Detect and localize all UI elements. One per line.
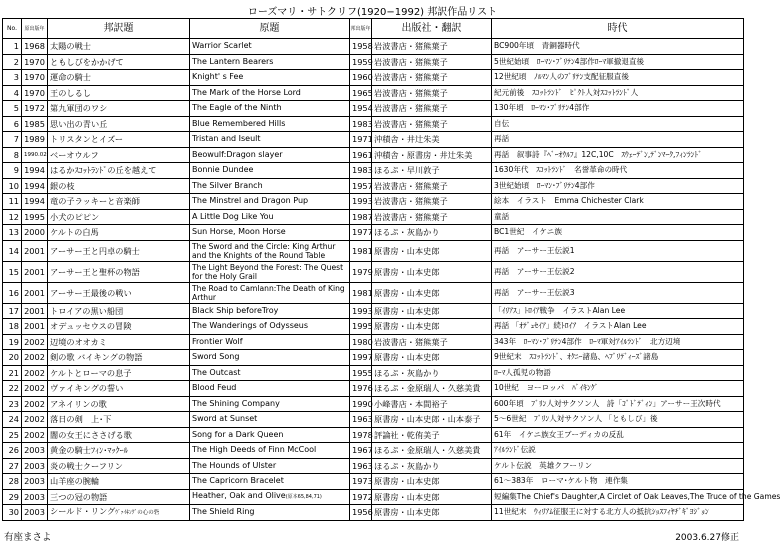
table-row xyxy=(3,381,744,397)
cell-no: 30 xyxy=(3,505,22,521)
cell-publisher: ほるぷ・早川敦子 xyxy=(372,163,492,179)
cell-publisher: 岩波書店・猪熊葉子 xyxy=(372,54,492,70)
cell-orig-year: 1970 xyxy=(22,70,48,86)
cell-orig-title: The Light Beyond the Forest: The Quest for the Holy Grail xyxy=(190,261,350,282)
table-row xyxy=(3,427,744,443)
cell-publisher: 岩波書店・猪熊葉子 xyxy=(372,101,492,117)
header-jp-title: 邦訳題 xyxy=(48,19,190,39)
author-name: 有座まさよ xyxy=(4,532,52,543)
cell-era: 600年頃 ﾌﾞﾘﾝ人対サクソン人 詩「ｺﾞﾄﾞﾃﾞｨﾝ」アーサー王次時代 xyxy=(492,396,744,412)
cell-era: 「ｲﾘｱｽ」ﾄﾛｲｱ戦争 イラストAlan Lee xyxy=(492,303,744,319)
cell-orig-year: 2003 xyxy=(22,505,48,521)
cell-jp-year: 1956 xyxy=(350,505,372,521)
cell-era: 絵本 イラスト Emma Chichester Clark xyxy=(492,194,744,210)
table-row xyxy=(3,458,744,474)
cell-jp-title: 剣の歌 バイキングの物語 xyxy=(48,350,190,366)
cell-orig-year: 2001 xyxy=(22,303,48,319)
cell-era: 61年 イケニ族女王ブーディカの反乱 xyxy=(492,427,744,443)
cell-jp-title: 第九軍団のワシ xyxy=(48,101,190,117)
cell-jp-year: 1993 xyxy=(350,194,372,210)
header-no: No. xyxy=(3,19,22,39)
cell-jp-title: はるかｽｺｯﾄﾗﾝﾄﾞの丘を越えて xyxy=(48,163,190,179)
cell-jp-title: ヴァイキングの誓い xyxy=(48,381,190,397)
cell-orig-year: 2002 xyxy=(22,412,48,428)
cell-jp-year: 1977 xyxy=(350,225,372,241)
cell-publisher: 岩波書店・猪熊葉子 xyxy=(372,178,492,194)
cell-orig-year: 1970 xyxy=(22,54,48,70)
cell-no: 19 xyxy=(3,334,22,350)
cell-publisher: ほるぷ・灰島かり xyxy=(372,225,492,241)
cell-orig-title: Bonnie Dundee xyxy=(190,163,350,179)
cell-jp-year: 1965 xyxy=(350,85,372,101)
cell-no: 17 xyxy=(3,303,22,319)
cell-orig-year: 1968 xyxy=(22,39,48,55)
table-row xyxy=(3,240,744,261)
cell-orig-year: 2003 xyxy=(22,443,48,459)
cell-jp-year: 1967 xyxy=(350,443,372,459)
cell-no: 14 xyxy=(3,240,22,261)
cell-era: 再話 「ｵﾃﾞｭｾｲｱ」続ﾄﾛｲｱ イラストAlan Lee xyxy=(492,319,744,335)
cell-jp-year: 1959 xyxy=(350,54,372,70)
cell-orig-title: The Shining Company xyxy=(190,396,350,412)
cell-era: 9世紀末 ｽｺｯﾄﾗﾝﾄﾞ、ｵｸﾆｰ諸島、ﾍﾌﾞﾘﾃﾞｨｰｽﾞ諸島 xyxy=(492,350,744,366)
cell-era: 再話 アーサー王伝説2 xyxy=(492,261,744,282)
cell-publisher: ほるぷ・灰島かり xyxy=(372,365,492,381)
cell-jp-year: 1961 xyxy=(350,147,372,163)
cell-orig-title: Frontier Wolf xyxy=(190,334,350,350)
cell-orig-year: 1990.02 xyxy=(22,147,48,163)
cell-publisher: 岩波書店・猪熊葉子 xyxy=(372,116,492,132)
cell-no: 25 xyxy=(3,427,22,443)
cell-no: 18 xyxy=(3,319,22,335)
cell-publisher: 原書房・山本史郎 xyxy=(372,319,492,335)
cell-era: BC900年頃 青銅器時代 xyxy=(492,39,744,55)
cell-orig-title: The Wanderings of Odysseus xyxy=(190,319,350,335)
cell-orig-title: The Minstrel and Dragon Pup xyxy=(190,194,350,210)
cell-jp-year: 1993 xyxy=(350,303,372,319)
cell-no: 29 xyxy=(3,489,22,505)
cell-no: 26 xyxy=(3,443,22,459)
cell-orig-year: 2001 xyxy=(22,261,48,282)
table-row xyxy=(3,474,744,490)
cell-orig-year: 2002 xyxy=(22,365,48,381)
table-row xyxy=(3,319,744,335)
cell-publisher: 岩波書店・猪熊葉子 xyxy=(372,209,492,225)
table-row xyxy=(3,303,744,319)
cell-orig-title: Tristan and Iseult xyxy=(190,132,350,148)
cell-jp-year: 1995 xyxy=(350,319,372,335)
cell-publisher: 岩波書店・猪熊葉子 xyxy=(372,70,492,86)
cell-publisher: 原書房・山本史郎 xyxy=(372,505,492,521)
cell-orig-title: Knight' s Fee xyxy=(190,70,350,86)
cell-era: ｱｲﾙﾗﾝﾄﾞ伝説 xyxy=(492,443,744,459)
cell-jp-year: 1983 xyxy=(350,163,372,179)
cell-jp-year: 1971 xyxy=(350,132,372,148)
cell-no: 7 xyxy=(3,132,22,148)
cell-no: 16 xyxy=(3,282,22,303)
cell-jp-title: アーサー王と円卓の騎士 xyxy=(48,240,190,261)
cell-jp-year: 1990 xyxy=(350,396,372,412)
cell-publisher: 岩波書店・猪熊葉子 xyxy=(372,334,492,350)
cell-orig-title: Sword at Sunset xyxy=(190,412,350,428)
table-row xyxy=(3,261,744,282)
table-row xyxy=(3,178,744,194)
cell-orig-year: 2003 xyxy=(22,458,48,474)
cell-orig-title: The Sword and the Circle: King Arthur and the Knights of the Round Table xyxy=(190,240,350,261)
table-row xyxy=(3,85,744,101)
cell-jp-year: 1955 xyxy=(350,365,372,381)
jp-title-text: シールド・リング xyxy=(50,506,116,517)
cell-orig-year: 2002 xyxy=(22,350,48,366)
cell-jp-year: 1972 xyxy=(350,489,372,505)
cell-jp-title: 落日の剣 上･下 xyxy=(48,412,190,428)
cell-orig-title: Blue Remembered Hills xyxy=(190,116,350,132)
cell-publisher: 評論社・乾侑美子 xyxy=(372,427,492,443)
cell-orig-year: 2002 xyxy=(22,396,48,412)
cell-publisher: 原書房・山本史郎 xyxy=(372,282,492,303)
cell-publisher: 原書房・山本史郎 xyxy=(372,350,492,366)
cell-no: 20 xyxy=(3,350,22,366)
cell-era: 再話 叙事詩『ﾍﾞｰｵｳﾙﾌ』12C,10C ｽｳｪｰﾃﾞﾝ,ﾃﾞﾝﾏｰｸ,ﾌｨﾝﾗﾝﾄﾞ xyxy=(492,147,744,163)
cell-era: 再話 アーサー王伝説1 xyxy=(492,240,744,261)
cell-jp-title: 三つの冠の物語 xyxy=(48,489,190,505)
table-row xyxy=(3,70,744,86)
cell-jp-year: 1981 xyxy=(350,282,372,303)
cell-no: 1 xyxy=(3,39,22,55)
cell-jp-title: 王のしるし xyxy=(48,85,190,101)
cell-jp-title: ケルトの白馬 xyxy=(48,225,190,241)
cell-no: 23 xyxy=(3,396,22,412)
cell-jp-title: 山羊座の腕輪 xyxy=(48,474,190,490)
cell-no: 13 xyxy=(3,225,22,241)
cell-orig-title: The Lantern Bearers xyxy=(190,54,350,70)
cell-orig-title: Sword Song xyxy=(190,350,350,366)
cell-no: 22 xyxy=(3,381,22,397)
cell-era: 12世紀頃 ﾉﾙﾏﾝ人のﾌﾞﾘﾃﾝ支配征服直後 xyxy=(492,70,744,86)
cell-jp-year: 1963 xyxy=(350,458,372,474)
header-publisher: 出版社・翻訳 xyxy=(372,19,492,39)
cell-era: 61〜383年 ローマ･ケルト物 連作集 xyxy=(492,474,744,490)
cell-jp-title: 黄金の騎士ﾌｨﾝ･ﾏｯｸｰﾙ xyxy=(48,443,190,459)
cell-jp-title: オデュッセウスの冒険 xyxy=(48,319,190,335)
cell-no: 24 xyxy=(3,412,22,428)
cell-orig-title: The Road to Camlann:The Death of King Arthur xyxy=(190,282,350,303)
cell-orig-year: 2003 xyxy=(22,489,48,505)
cell-era: 3世紀始頃 ﾛｰﾏﾝ･ﾌﾞﾘﾃﾝ4部作 xyxy=(492,178,744,194)
cell-era: 10世紀 ヨーロッパ ﾊﾞｲｷﾝｸﾞ xyxy=(492,381,744,397)
cell-jp-title: トリスタンとイズー xyxy=(48,132,190,148)
cell-jp-year: 1978 xyxy=(350,427,372,443)
cell-publisher: 小峰書店・本間裕子 xyxy=(372,396,492,412)
orig-title-text: Heather, Oak and Olive xyxy=(192,491,286,501)
cell-era: ケルト伝説 英雄クフーリン xyxy=(492,458,744,474)
works-table xyxy=(2,18,780,521)
cell-publisher: 原書房・山本史郎 xyxy=(372,474,492,490)
cell-era: 5〜6世紀 ﾌﾞﾘﾝ人対サクソン人 「ともしび」後 xyxy=(492,412,744,428)
table-row xyxy=(3,209,744,225)
cell-publisher: 原書房・山本史郎・山本泰子 xyxy=(372,412,492,428)
cell-orig-year: 2001 xyxy=(22,240,48,261)
cell-orig-year: 2003 xyxy=(22,474,48,490)
cell-jp-title: 運命の騎士 xyxy=(48,70,190,86)
cell-jp-year: 1983 xyxy=(350,116,372,132)
cell-no: 10 xyxy=(3,178,22,194)
cell-era: 5世紀始頃 ﾛｰﾏﾝ･ﾌﾞﾘﾃﾝ4部作ﾛｰﾏ軍撤退直後 xyxy=(492,54,744,70)
cell-orig-title xyxy=(190,489,350,505)
cell-orig-title: Black Ship beforeTroy xyxy=(190,303,350,319)
cell-publisher: 原書房・山本史郎 xyxy=(372,261,492,282)
cell-era: 紀元前後 ｽｺｯﾄﾗﾝﾄﾞ ﾋﾟｸﾄ人対ｽｺｯﾄﾗﾝﾄﾞ人 xyxy=(492,85,744,101)
cell-publisher: ほるぷ・灰島かり xyxy=(372,458,492,474)
cell-publisher: 岩波書店・猪熊葉子 xyxy=(372,194,492,210)
cell-era: 1630年代 ｽｺｯﾄﾗﾝﾄﾞ 名誉革命の時代 xyxy=(492,163,744,179)
header-era: 時代 xyxy=(492,19,744,39)
cell-orig-title: The Silver Branch xyxy=(190,178,350,194)
cell-jp-title: 小犬のピピン xyxy=(48,209,190,225)
cell-era: 短編集The Chief's Daughter,A Circlet of Oak Leaves,The Truce of the Games xyxy=(492,489,744,505)
cell-era: 130年頃 ﾛｰﾏﾝ･ﾌﾞﾘﾃﾝ4部作 xyxy=(492,101,744,117)
cell-jp-year: 1954 xyxy=(350,101,372,117)
cell-jp-title: 銀の枝 xyxy=(48,178,190,194)
cell-orig-title: The Mark of the Horse Lord xyxy=(190,85,350,101)
cell-jp-title: トロイアの黒い船団 xyxy=(48,303,190,319)
cell-jp-year: 1981 xyxy=(350,240,372,261)
table-row xyxy=(3,163,744,179)
cell-orig-title: The Eagle of the Ninth xyxy=(190,101,350,117)
table-row xyxy=(3,350,744,366)
cell-jp-year: 1980 xyxy=(350,334,372,350)
header-orig-year: 原出版年 xyxy=(22,19,48,39)
cell-orig-title: A Little Dog Like You xyxy=(190,209,350,225)
cell-publisher: 原書房・山本史郎 xyxy=(372,303,492,319)
table-row xyxy=(3,334,744,350)
table-row xyxy=(3,101,744,117)
cell-no: 6 xyxy=(3,116,22,132)
table-row xyxy=(3,225,744,241)
cell-orig-year: 2001 xyxy=(22,282,48,303)
table-row xyxy=(3,116,744,132)
cell-no: 8 xyxy=(3,147,22,163)
cell-orig-title: Blood Feud xyxy=(190,381,350,397)
cell-no: 2 xyxy=(3,54,22,70)
cell-jp-title: 闇の女王にささげる歌 xyxy=(48,427,190,443)
cell-jp-year: 1976 xyxy=(350,381,372,397)
cell-orig-year: 1994 xyxy=(22,194,48,210)
cell-orig-year: 1972 xyxy=(22,101,48,117)
cell-no: 9 xyxy=(3,163,22,179)
header-orig-title: 原題 xyxy=(190,19,350,39)
cell-jp-year: 1973 xyxy=(350,474,372,490)
cell-orig-year: 2002 xyxy=(22,381,48,397)
cell-era: 童話 xyxy=(492,209,744,225)
cell-jp-title: ともしびをかかげて xyxy=(48,54,190,70)
cell-publisher: 原書房・山本史郎 xyxy=(372,240,492,261)
cell-orig-title: The Outcast xyxy=(190,365,350,381)
table-row xyxy=(3,489,744,505)
cell-orig-year: 1995 xyxy=(22,209,48,225)
cell-orig-year: 2002 xyxy=(22,334,48,350)
cell-no: 28 xyxy=(3,474,22,490)
cell-jp-year: 1997 xyxy=(350,350,372,366)
cell-no: 12 xyxy=(3,209,22,225)
cell-era: BC1世紀 イケニ族 xyxy=(492,225,744,241)
cell-orig-year: 1970 xyxy=(22,85,48,101)
cell-jp-title xyxy=(48,505,190,521)
cell-jp-year: 1960 xyxy=(350,70,372,86)
cell-era: 11世紀末 ｳｨﾘｱﾑ征服王に対する北方人の抵抗ｼｮｽﾌｨﾔﾁﾞｷﾞﾖｼﾞｮﾝ xyxy=(492,505,744,521)
cell-orig-title: Sun Horse, Moon Horse xyxy=(190,225,350,241)
cell-era: 再話 xyxy=(492,132,744,148)
cell-jp-title: 辺境のオオカミ xyxy=(48,334,190,350)
cell-publisher: 原書房・山本史郎 xyxy=(372,489,492,505)
table-row xyxy=(3,132,744,148)
cell-no: 5 xyxy=(3,101,22,117)
table-row xyxy=(3,194,744,210)
cell-publisher: ほるぷ・金原瑞人・久慈美貴 xyxy=(372,443,492,459)
cell-orig-title: The Capricorn Bracelet xyxy=(190,474,350,490)
table-row xyxy=(3,412,744,428)
orig-title-note: (原本65,84,71) xyxy=(285,494,322,501)
cell-era: ﾛｰﾏ人孤児の物語 xyxy=(492,365,744,381)
cell-jp-title: 竜の子ラッキーと音楽師 xyxy=(48,194,190,210)
cell-era: 自伝 xyxy=(492,116,744,132)
cell-jp-title: ケルトとローマの息子 xyxy=(48,365,190,381)
cell-jp-year: 1963 xyxy=(350,412,372,428)
cell-jp-title: ベーオウルフ xyxy=(48,147,190,163)
cell-orig-year: 2001 xyxy=(22,319,48,335)
cell-orig-year: 1994 xyxy=(22,178,48,194)
table-row xyxy=(3,396,744,412)
cell-no: 27 xyxy=(3,458,22,474)
cell-orig-title: Beowulf:Dragon slayer xyxy=(190,147,350,163)
cell-orig-year: 2000 xyxy=(22,225,48,241)
cell-jp-title: 炎の戦士クーフリン xyxy=(48,458,190,474)
revision-date: 2003.6.27修正 xyxy=(675,533,739,543)
cell-publisher: 沖積舎・井辻朱美 xyxy=(372,132,492,148)
page-title: ローズマリ・サトクリフ(1920−1992) 邦訳作品リスト xyxy=(247,7,498,18)
cell-era: 343年 ﾛｰﾏﾝ･ﾌﾞﾘﾃﾝ4部作 ﾛｰﾏ軍対ｱｲﾙﾗﾝﾄﾞ 北方辺境 xyxy=(492,334,744,350)
header-jp-year: 邦出版年 xyxy=(350,19,372,39)
table-row xyxy=(3,54,744,70)
table-row xyxy=(3,443,744,459)
cell-jp-title: 思い出の青い丘 xyxy=(48,116,190,132)
cell-orig-year: 2002 xyxy=(22,427,48,443)
table-header-row xyxy=(3,19,744,39)
cell-orig-year: 1989 xyxy=(22,132,48,148)
cell-jp-title: アーサー王と聖杯の物語 xyxy=(48,261,190,282)
jp-title-note: ｳﾞｧｲｷﾝｸﾞの心の砦 xyxy=(115,510,160,517)
cell-publisher: ほるぷ・金原瑞人・久慈美貴 xyxy=(372,381,492,397)
cell-no: 11 xyxy=(3,194,22,210)
table-row xyxy=(3,282,744,303)
table-row xyxy=(3,365,744,381)
table-row xyxy=(3,147,744,163)
cell-jp-title: アネイリンの歌 xyxy=(48,396,190,412)
cell-jp-year: 1958 xyxy=(350,39,372,55)
cell-orig-title: Song for a Dark Queen xyxy=(190,427,350,443)
cell-orig-title: The Hounds of Ulster xyxy=(190,458,350,474)
cell-jp-year: 1957 xyxy=(350,178,372,194)
cell-jp-year: 1987 xyxy=(350,209,372,225)
cell-publisher: 沖積舎・原書房・井辻朱美 xyxy=(372,147,492,163)
cell-orig-title: The High Deeds of Finn McCool xyxy=(190,443,350,459)
cell-orig-year: 1994 xyxy=(22,163,48,179)
cell-publisher: 岩波書店・猪熊葉子 xyxy=(372,39,492,55)
table-row xyxy=(3,505,744,521)
cell-publisher: 岩波書店・猪熊葉子 xyxy=(372,85,492,101)
cell-jp-title: アーサー王最後の戦い xyxy=(48,282,190,303)
cell-orig-year: 1985 xyxy=(22,116,48,132)
cell-era: 再話 アーサー王伝説3 xyxy=(492,282,744,303)
table-row xyxy=(3,39,744,55)
cell-no: 15 xyxy=(3,261,22,282)
cell-jp-title: 太陽の戦士 xyxy=(48,39,190,55)
cell-orig-title: The Shield Ring xyxy=(190,505,350,521)
cell-no: 3 xyxy=(3,70,22,86)
cell-orig-title: Warrior Scarlet xyxy=(190,39,350,55)
cell-no: 21 xyxy=(3,365,22,381)
cell-jp-year: 1979 xyxy=(350,261,372,282)
cell-no: 4 xyxy=(3,85,22,101)
